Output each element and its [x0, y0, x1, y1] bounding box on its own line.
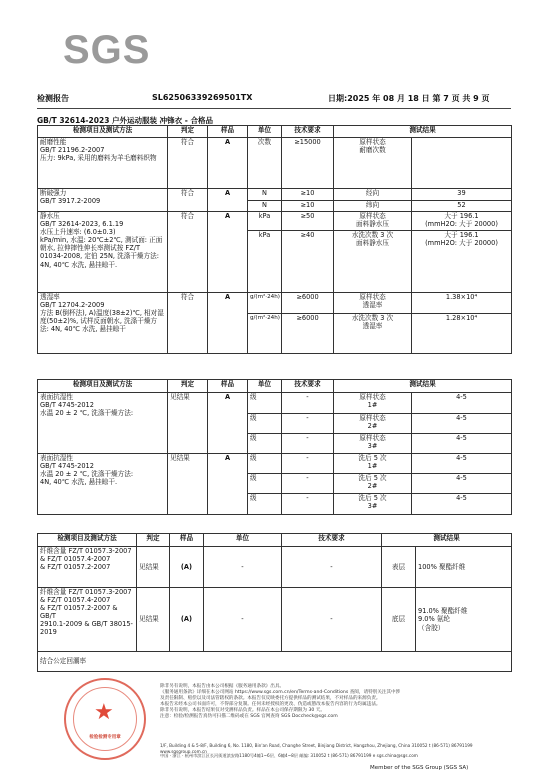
footer-address-cn: 中国 · 浙江 · 杭州市滨江区长河街道滨安路1180号4幢1~6层、6幢4~8层 邮编: 310052 t (86-571) 86791199 e sgs.china@sgs.com — [160, 753, 418, 758]
judge-cell: 符合 — [168, 189, 208, 212]
col-header-sample: 样品 — [208, 126, 248, 138]
result-cell: 大于 196.1 (mmH2O: 大于 20000) — [412, 231, 512, 293]
report-label: 检测报告 — [37, 94, 69, 103]
condition-cell: 纬向 — [334, 201, 412, 212]
table-row — [38, 138, 512, 189]
part-cell: 底层 — [382, 588, 416, 652]
unit-cell: 级 — [248, 414, 282, 434]
item-cell: 纤维含量 FZ/T 01057.3-2007 & FZ/T 01057.4-2007 & FZ/T 01057.2-2007 & GB/T 2910.1-2009 & GB/T 38015- 2019 — [38, 588, 137, 652]
result-cell: 大于 196.1 (mmH2O: 大于 20000) — [412, 212, 512, 231]
sample-cell: (A) — [170, 588, 204, 652]
condition-cell: 洗后 5 次 1# — [334, 454, 412, 474]
unit-cell: 次数 — [248, 138, 282, 189]
col-header-unit: 单位 — [204, 534, 282, 547]
result-cell: 52 — [412, 201, 512, 212]
condition-cell: 原样状态 2# — [334, 414, 412, 434]
footer-line: 除非另有说明，本报告结果仅对受测样品负责。样品在本公司保存期限为 30 天。 — [160, 708, 325, 713]
result-cell: 1.38×10⁴ — [412, 293, 512, 314]
result-cell — [412, 138, 512, 189]
req-cell: - — [282, 474, 334, 494]
condition-cell: 原样状态 透湿率 — [334, 293, 412, 314]
footer-line: 除非另有说明，本报告由本公司根据《服务通用条款》出具。 — [160, 684, 285, 689]
footer-address-en: 1/F, Building 4 & 5-8/F, Building 6, No. 1180, Bin'an Road, Changhe Street, Binjiang District, Hangzhou, Zhejiang, China 310052 t (86-571) 86791199 www.sgsgroup.com.cn — [160, 743, 473, 754]
table-wetting — [37, 379, 512, 515]
sample-cell: (A) — [170, 547, 204, 588]
sample-cell: A — [208, 393, 248, 454]
col-header-unit: 单位 — [248, 380, 282, 393]
result-cell: 4-5 — [412, 454, 512, 474]
unit-cell: 级 — [248, 494, 282, 515]
table-row — [38, 588, 512, 652]
item-cell: 表面抗湿性 GB/T 4745-2012 水温 20 ± 2 ℃, 洗涤干燥方法: — [38, 393, 168, 454]
req-cell: - — [282, 393, 334, 414]
star-icon: ★ — [94, 700, 114, 725]
table-row — [38, 454, 512, 474]
table-fiber-content — [37, 533, 512, 672]
col-header-req: 技术要求 — [282, 380, 334, 393]
item-cell: 纤维含量 FZ/T 01057.3-2007 & FZ/T 01057.4-2007 & FZ/T 01057.2-2007 — [38, 547, 137, 588]
condition-cell: 水洗次数 3 次 面料静水压 — [334, 231, 412, 293]
item-cell: 透湿率 GB/T 12704.2-2009 方法 B(倒杯法), A)温度(38±2)℃, 相对湿度(50±2)%, 试样反面朝水, 洗涤干燥方法: 4N, 40℃ 水洗, 悬挂晾干 — [38, 293, 168, 354]
result-cell: 4-5 — [412, 393, 512, 414]
sample-cell: A — [208, 138, 248, 189]
unit-cell: N — [248, 201, 282, 212]
table-row — [38, 293, 512, 314]
result-cell: 4-5 — [412, 494, 512, 515]
sample-cell: A — [208, 454, 248, 515]
unit-cell: - — [204, 588, 282, 652]
req-cell: - — [282, 547, 382, 588]
condition-cell: 原样状态 耐磨次数 — [334, 138, 412, 189]
req-cell: - — [282, 414, 334, 434]
col-header-judge: 判定 — [137, 534, 170, 547]
footer-line: 《服务通用条款》详细在本公司网站 https://www.sgs.com.cn/en/Terms-and-Conditions 查阅，请特别关注其中涉 — [160, 690, 401, 695]
table-row — [38, 189, 512, 201]
table-row — [38, 393, 512, 414]
header-rule — [37, 108, 511, 109]
col-header-judge: 判定 — [168, 380, 208, 393]
col-header-sample: 样品 — [208, 380, 248, 393]
table-row — [38, 212, 512, 231]
req-cell: ≥50 — [282, 212, 334, 231]
footer-terms — [160, 684, 510, 720]
seal-text: 检验检测专用章 — [89, 735, 121, 740]
sgs-logo: SGS — [63, 28, 151, 72]
sample-cell: A — [208, 189, 248, 212]
unit-cell: 级 — [248, 393, 282, 414]
result-cell: 4-5 — [412, 414, 512, 434]
req-cell: ≥10 — [282, 201, 334, 212]
judge-cell: 符合 — [168, 138, 208, 189]
req-cell: ≥40 — [282, 231, 334, 293]
sample-cell: A — [208, 293, 248, 354]
footer-line: 本报告未经本公司书面许可，不得部分复制。任何未经授权的更改、伪造或篡改本报告内容的行为均属违法。 — [160, 702, 381, 707]
req-cell: - — [282, 454, 334, 474]
col-header-unit: 单位 — [248, 126, 282, 138]
req-cell: - — [282, 434, 334, 454]
judge-cell: 符合 — [168, 293, 208, 354]
col-header-judge: 判定 — [168, 126, 208, 138]
unit-cell: - — [204, 547, 282, 588]
col-header-sample: 样品 — [170, 534, 204, 547]
standard-title: GB/T 32614-2023 户外运动服装 冲锋衣 - 合格品 — [37, 116, 213, 125]
table-row — [38, 652, 512, 672]
report-number: SL62506339269501TX — [152, 93, 253, 102]
judge-cell: 见结果 — [168, 393, 208, 454]
unit-cell: g/(m²·24h) — [248, 293, 282, 314]
condition-cell: 洗后 5 次 3# — [334, 494, 412, 515]
unit-cell: g/(m²·24h) — [248, 314, 282, 354]
sample-cell: A — [208, 212, 248, 293]
conclusion-cell: 结合公定回潮率 — [38, 652, 512, 672]
col-header-item: 检测项目及测试方法 — [38, 126, 168, 138]
col-header-result: 测试结果 — [334, 126, 512, 138]
result-cell: 91.0% 聚酯纤维 9.0% 氨纶 （含胶） — [416, 588, 512, 652]
col-header-item: 检测项目及测试方法 — [38, 380, 168, 393]
condition-cell: 原样状态 面料静水压 — [334, 212, 412, 231]
part-cell: 表层 — [382, 547, 416, 588]
unit-cell: 级 — [248, 474, 282, 494]
condition-cell: 经向 — [334, 189, 412, 201]
col-header-result: 测试结果 — [334, 380, 512, 393]
table-performance — [37, 125, 512, 354]
col-header-req: 技术要求 — [282, 126, 334, 138]
req-cell: ≥15000 — [282, 138, 334, 189]
unit-cell: 级 — [248, 454, 282, 474]
unit-cell: kPa — [248, 231, 282, 293]
req-cell: ≥10 — [282, 189, 334, 201]
result-cell: 4-5 — [412, 434, 512, 454]
condition-cell: 洗后 5 次 2# — [334, 474, 412, 494]
footer-line: 及责任限制、赔偿以及司法管辖权的条款。本报告仅反映委托方提供样品的测试结果，不对样品的来源负责。 — [160, 696, 381, 701]
result-cell: 1.28×10⁴ — [412, 314, 512, 354]
req-cell: - — [282, 494, 334, 515]
result-cell: 100% 聚酯纤维 — [416, 547, 512, 588]
result-cell: 4-5 — [412, 474, 512, 494]
req-cell: - — [282, 588, 382, 652]
result-cell: 39 — [412, 189, 512, 201]
condition-cell: 原样状态 3# — [334, 434, 412, 454]
footer-line: 注意：检验/检测报告真伪可扫描二维码或在 SGS 官网查询 SGS Doccheck@sgs.com — [160, 714, 338, 719]
col-header-item: 检测项目及测试方法 — [38, 534, 137, 547]
col-header-result: 测试结果 — [382, 534, 512, 547]
req-cell: ≥6000 — [282, 314, 334, 354]
item-cell: 断破强力 GB/T 3917.2-2009 — [38, 189, 168, 212]
unit-cell: 级 — [248, 434, 282, 454]
unit-cell: kPa — [248, 212, 282, 231]
req-cell: ≥6000 — [282, 293, 334, 314]
member-text: Member of the SGS Group (SGS SA) — [370, 765, 469, 771]
judge-cell: 见结果 — [137, 547, 170, 588]
item-cell: 表面抗湿性 GB/T 4745-2012 水温 20 ± 2 ℃, 洗涤干燥方法: 4N, 40℃ 水洗, 悬挂晾干. — [38, 454, 168, 515]
item-cell: 静水压 GB/T 32614-2023, 6.1.19 水压上升速率: (6.0±0.3) kPa/min, 水温: 20℃±2℃, 测试面: 正面朝水, 拉伸摔性伸长率测试按 FZ/T 01034-2008, 定伯 25N, 洗涤干燥方法: 4N, 40℃ 水洗, 悬挂晾干. — [38, 212, 168, 293]
col-header-req: 技术要求 — [282, 534, 382, 547]
judge-cell: 见结果 — [168, 454, 208, 515]
table-row — [38, 547, 512, 588]
judge-cell: 符合 — [168, 212, 208, 293]
condition-cell: 原样状态 1# — [334, 393, 412, 414]
unit-cell: N — [248, 189, 282, 201]
item-cell: 耐磨性能 GB/T 21196.2-2007 压力: 9kPa, 采用的磨料为羊毛磨料织物 — [38, 138, 168, 189]
judge-cell: 见结果 — [137, 588, 170, 652]
date-page: 日期:2025 年 08 月 18 日 第 7 页 共 9 页 — [328, 94, 490, 103]
condition-cell: 水洗次数 3 次 透湿率 — [334, 314, 412, 354]
